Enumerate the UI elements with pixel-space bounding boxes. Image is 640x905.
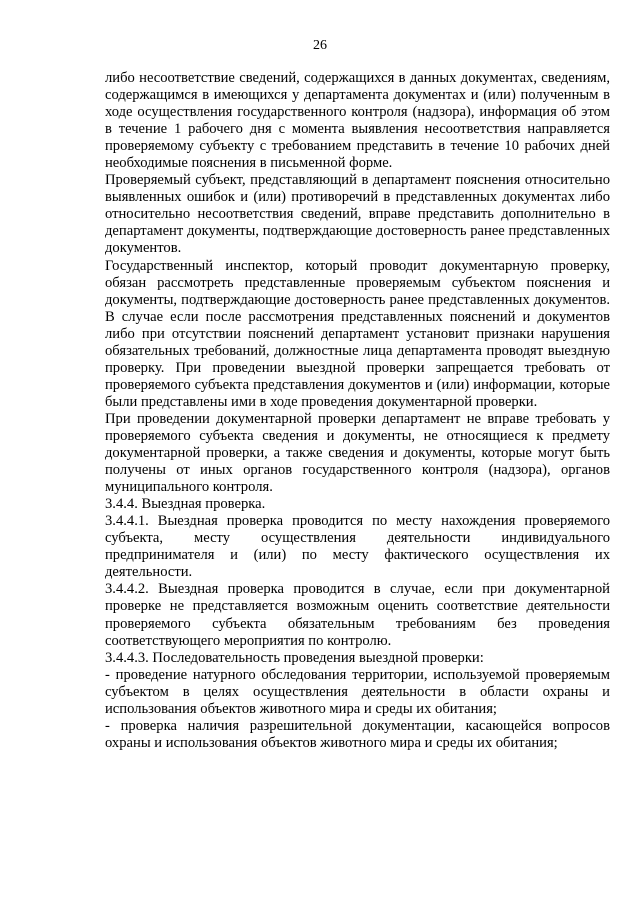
paragraph-inconsistency-notice: либо несоответствие сведений, содержащихся в данных документах, сведениям, содержащимся в имеющихся у департамента документах и (или) полученным в ходе осуществления государственного контроля (надзора), информация об этом в течение 1 рабочего дня с момента выявления несоответствия направляется проверяемому субъекту с требованием представить в течение 10 рабочих дней необходимые пояснения в письменной форме. — [105, 70, 610, 172]
list-item-field-survey: - проведение натурного обследования территории, используемой проверяемым субъектом в целях осуществления деятельности в области охраны и использования объектов животного мира и среды их обитания; — [105, 666, 610, 717]
clause-3-4-4-2: 3.4.4.2. Выездная проверка проводится в случае, если при документарной проверке не представляется возможным оценить соответствие деятельности проверяемого субъекта обязательным требованиям без проведения соответствующего мероприятия по контролю. — [105, 581, 610, 649]
page-number: 26 — [313, 38, 327, 53]
clause-3-4-4-3: 3.4.4.3. Последовательность проведения выездной проверки: — [105, 649, 484, 666]
section-heading-field-inspection: 3.4.4. Выездная проверка. — [105, 496, 266, 513]
document-body — [105, 70, 610, 752]
paragraph-subject-explanations: Проверяемый субъект, представляющий в департамент пояснения относительно выявленных ошибок и (или) противоречий в представленных документах либо относительно несоответствия сведений, вправе представить дополнительно в департамент документы, подтверждающие достоверность ранее представленных документов. — [105, 172, 610, 257]
clause-3-4-4-1: 3.4.4.1. Выездная проверка проводится по месту нахождения проверяемого субъекта, месту осуществления деятельности индивидуального предпринимателя и (или) по месту фактического осуществления их деятельности. — [105, 513, 610, 581]
list-item-permit-check: - проверка наличия разрешительной документации, касающейся вопросов охраны и использования объектов животного мира и среды их обитания; — [105, 717, 610, 751]
paragraph-inspector-obligations: Государственный инспектор, который проводит документарную проверку, обязан рассмотреть представленные проверяемым субъектом пояснения и документы, подтверждающие достоверность ранее представленных документов. В случае если после рассмотрения представленных пояснений и документов либо при отсутствии пояснений департамент установит признаки нарушения обязательных требований, должностные лица департамента проводят выездную проверку. При проведении выездной проверки запрещается требовать от проверяемого субъекта представления документов и (или) информации, которые были представлены ими в ходе проведения документарной проверки. — [105, 257, 610, 410]
paragraph-documentary-check-restrictions: При проведении документарной проверки департамент не вправе требовать у проверяемого субъекта сведения и документы, не относящиеся к предмету документарной проверки, а также сведения и документы, которые могут быть получены от иных органов государственного контроля (надзора), органов муниципального контроля. — [105, 410, 610, 496]
